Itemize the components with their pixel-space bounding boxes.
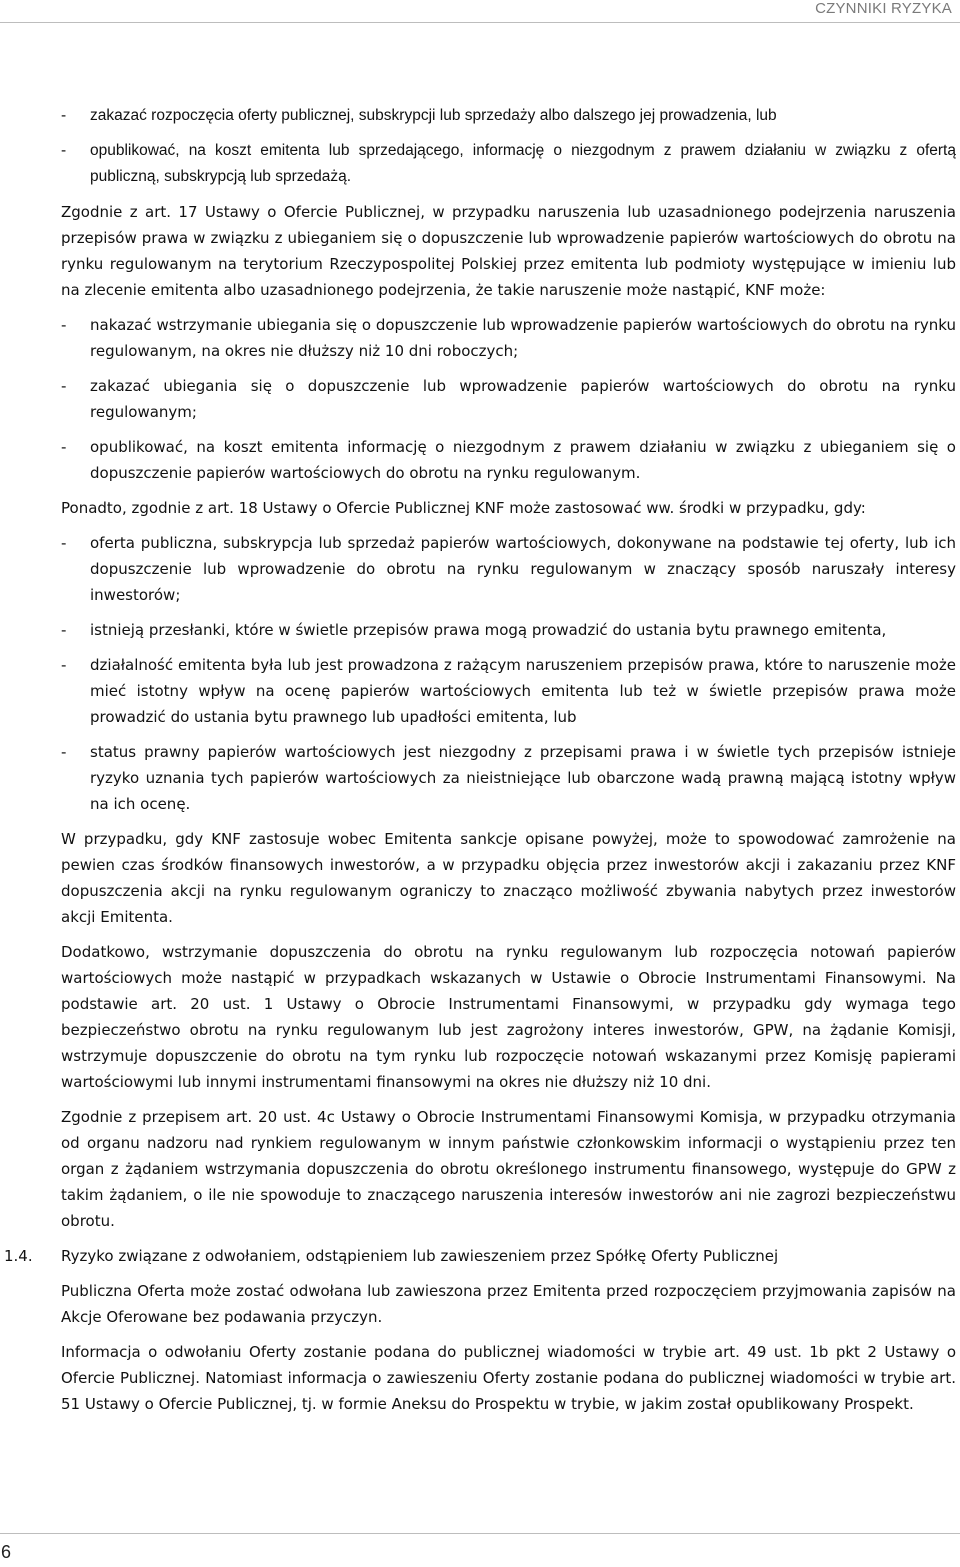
header-title: CZYNNIKI RYZYKA	[815, 0, 952, 17]
paragraph: W przypadku, gdy KNF zastosuje wobec Emitenta sankcje opisane powyżej, może to spowodować zamrożenie na pewien czas środków finansowych inwestorów, a w przypadku objęcia przez inwestorów akcji i zakazaniu przez KNF dopuszczenia akcji na rynku regulowanym ograniczy to znacząco możliwość zbywania nabytych przez inwestorów akcji Emitenta.	[61, 830, 956, 926]
list-dash: -	[61, 621, 67, 639]
list-dash: -	[61, 377, 67, 395]
list-item-text: status prawny papierów wartościowych jest niezgodny z przepisami prawa i w świetle tych przepisów istnieje ryzyko uznania tych papierów wartościowych za nieistniejące lub obarczone wadą prawną mającą istotny wpływ na ich ocenę.	[90, 743, 956, 813]
list-dash: -	[61, 534, 67, 552]
paragraph: Publiczna Oferta może zostać odwołana lub zawieszona przez Emitenta przed rozpoczęciem przyjmowania zapisów na Akcje Oferowane bez podawania przyczyn.	[61, 1282, 956, 1326]
list-item-text: oferta publiczna, subskrypcja lub sprzedaż papierów wartościowych, dokonywane na podstawie tej oferty, lub ich dopuszczenie lub wprowadzenie do obrotu na rynku regulowanym w znaczący sposób naruszały interesy inwestorów;	[90, 534, 956, 604]
paragraph: Informacja o odwołaniu Oferty zostanie podana do publicznej wiadomości w trybie art. 49 ust. 1b pkt 2 Ustawy o Ofercie Publicznej. Natomiast informacja o zawieszeniu Oferty zostanie podana do publicznej wiadomości w trybie art. 51 Ustawy o Ofercie Publicznej, tj. w formie Aneksu do Prospektu w trybie, w jakim został opublikowany Prospekt.	[61, 1343, 956, 1413]
list-item	[61, 739, 956, 817]
header-divider	[0, 22, 960, 23]
document-body	[4, 103, 956, 1426]
list-item-text: opublikować, na koszt emitenta lub sprzedającego, informację o niezgodnym z prawem działaniu w związku z ofertą publiczną, subskrypcją lub sprzedażą.	[90, 142, 956, 185]
section-heading	[4, 1243, 956, 1269]
list-dash: -	[61, 142, 67, 159]
list-item	[61, 312, 956, 364]
section-title: Ryzyko związane z odwołaniem, odstąpieniem lub zawieszeniem przez Spółkę Oferty Publicznej	[61, 1247, 779, 1265]
list-dash: -	[61, 316, 67, 334]
list-dash: -	[61, 743, 67, 761]
list-item-text: istnieją przesłanki, które w świetle przepisów prawa mogą prowadzić do ustania bytu prawnego emitenta,	[90, 621, 887, 639]
list-item-text: działalność emitenta była lub jest prowadzona z rażącym naruszeniem przepisów prawa, które to naruszenie może mieć istotny wpływ na ocenę papierów wartościowych emitenta lub też w świetle przepisów prawa może prowadzić do ustania bytu prawnego lub upadłości emitenta, lub	[90, 656, 956, 726]
list-item	[61, 617, 956, 643]
list-item	[61, 530, 956, 608]
list-item-text: nakazać wstrzymanie ubiegania się o dopuszczenie lub wprowadzenie papierów wartościowych do obrotu na rynku regulowanym, na okres nie dłuższy niż 10 dni roboczych;	[90, 316, 956, 360]
list-item	[61, 138, 956, 190]
list-dash: -	[61, 438, 67, 456]
paragraph: Dodatkowo, wstrzymanie dopuszczenia do obrotu na rynku regulowanym lub rozpoczęcia notowań papierów wartościowych może nastąpić w przypadkach wskazanych w Ustawie o Obrocie Instrumentami Finansowymi. Na podstawie art. 20 ust. 1 Ustawy o Obrocie Instrumentami Finansowymi, w przypadku gdy wymaga tego bezpieczeństwo obrotu na rynku regulowanym lub jest zagrożony interes inwestorów, GPW, na żądanie Komisji, wstrzymuje dopuszczenie do obrotu na tym rynku lub rozpoczęcie notowań wskazanymi przez Komisję papierami wartościowymi lub innymi instrumentami finansowymi na okres nie dłuższy niż 10 dni.	[61, 943, 956, 1091]
list-item-text: opublikować, na koszt emitenta informację o niezgodnym z prawem działaniu w związku z ubieganiem się o dopuszczenie papierów wartościowych do obrotu na rynku regulowanym.	[90, 438, 956, 482]
section-number: 1.4.	[4, 1247, 33, 1265]
list-item-text: zakazać ubiegania się o dopuszczenie lub wprowadzenie papierów wartościowych do obrotu na rynku regulowanym;	[90, 377, 956, 421]
list-dash: -	[61, 107, 67, 124]
paragraph: Zgodnie z art. 17 Ustawy o Ofercie Publicznej, w przypadku naruszenia lub uzasadnionego podejrzenia naruszenia przepisów prawa w związku z ubieganiem się o dopuszczenie lub wprowadzenie papierów wartościowych do obrotu na rynku regulowanym na terytorium Rzeczypospolitej Polskiej przez emitenta lub podmioty występujące w imieniu lub na zlecenie emitenta albo uzasadnionego podejrzenia, że takie naruszenie może nastąpić, KNF może:	[61, 203, 956, 299]
footer-divider	[0, 1533, 960, 1534]
list-item	[61, 652, 956, 730]
list-item-text: zakazać rozpoczęcia oferty publicznej, subskrypcji lub sprzedaży albo dalszego jej prowadzenia, lub	[90, 107, 777, 124]
list-item	[61, 434, 956, 486]
list-item	[61, 103, 956, 129]
page-number: 6	[1, 1542, 12, 1562]
page-header	[0, 0, 960, 22]
paragraph: Ponadto, zgodnie z art. 18 Ustawy o Ofercie Publicznej KNF może zastosować ww. środki w przypadku, gdy:	[61, 499, 866, 517]
paragraph: Zgodnie z przepisem art. 20 ust. 4c Ustawy o Obrocie Instrumentami Finansowymi Komisja, w przypadku otrzymania od organu nadzoru nad rynkiem regulowanym w innym państwie członkowskim informacji o wystąpieniu przez ten organ z żądaniem wstrzymania dopuszczenia do obrotu określonego instrumentu finansowego, występuje do GPW z takim żądaniem, o ile nie spowoduje to znaczącego naruszenia interesów inwestorów ani nie zagrozi bezpieczeństwu obrotu.	[61, 1108, 956, 1230]
list-item	[61, 373, 956, 425]
list-dash: -	[61, 656, 67, 674]
